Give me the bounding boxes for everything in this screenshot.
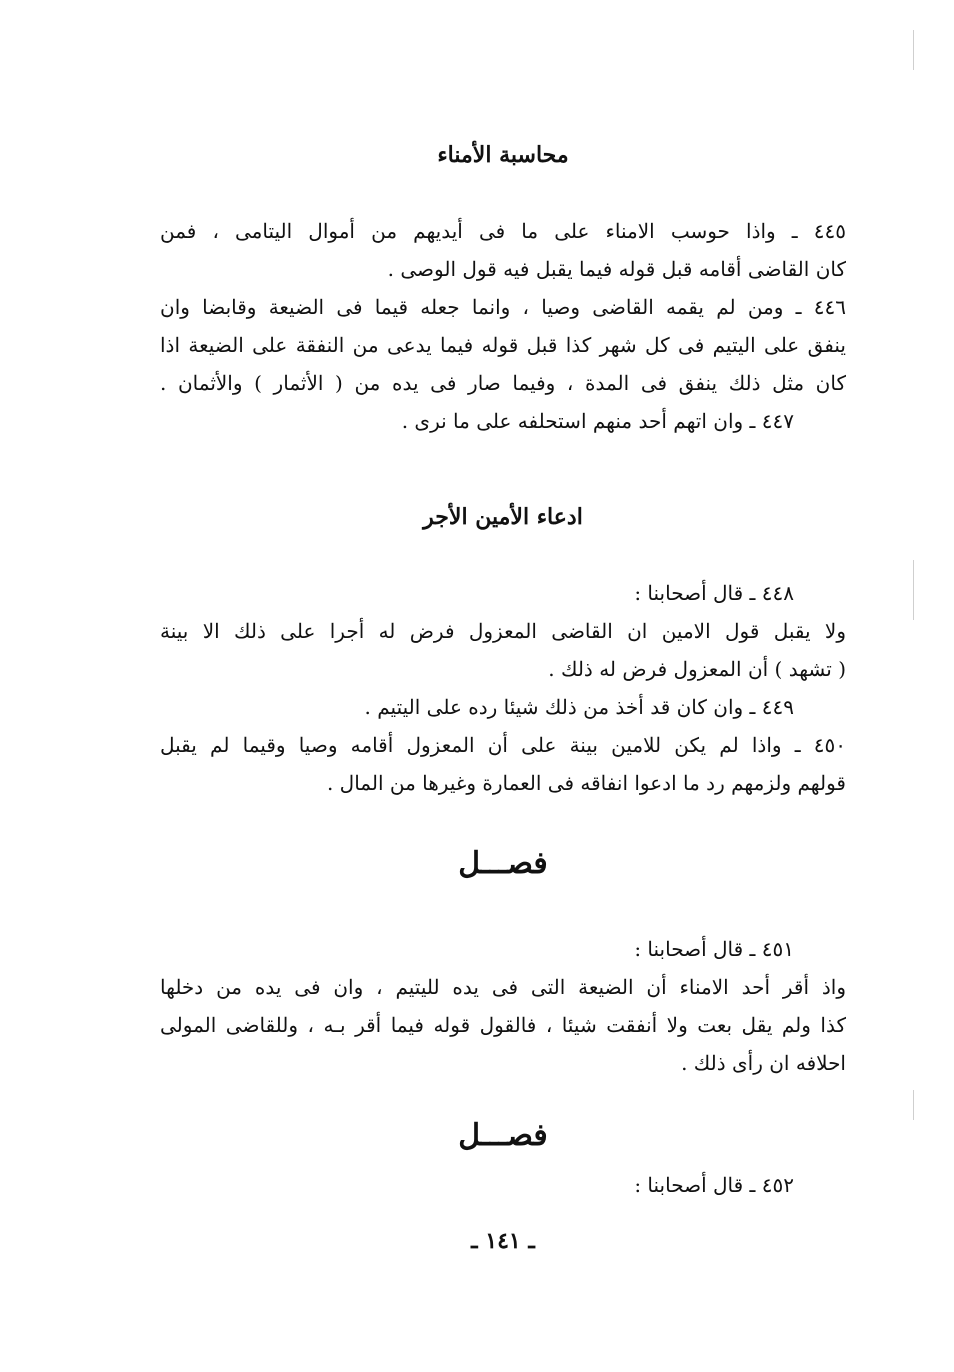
- text-line: كان القاضى أقامه قبل قوله فيما يقبل فيه قول الوصى .: [387, 257, 846, 281]
- text-line: احلافه ان رأى ذلك .: [681, 1051, 846, 1075]
- section-heading-accounting-trustees: محاسبة الأمناء: [437, 142, 569, 168]
- text-line: قولهم ولزمهم رد ما ادعوا انفاقه فى العمارة وغيرها من المال .: [326, 771, 846, 795]
- scan-edge-mark: [913, 30, 914, 70]
- text-line: كان مثل ذلك ينفق فى المدة ، وفيما صار فى يده من ( الأثمار ) والأثمان .: [160, 371, 846, 395]
- text-line: ٤٤٧ ـ وان اتهم أحد منهم استحلفه على ما نرى .: [401, 409, 794, 433]
- text-line: واذ أقر أحد الامناء أن الضيعة التى فى يده لليتيم ، وان فى يده من دخلها: [160, 975, 846, 999]
- text-line: ٤٥١ ـ قال أصحابنا :: [634, 937, 794, 961]
- section-heading-fasl-2: [160, 1118, 846, 1153]
- section-body-fasl-1: [160, 930, 846, 1082]
- section-heading-trustee-wage-claim: ادعاء الأمين الأجر: [423, 504, 583, 530]
- section-body-accounting-trustees: [160, 212, 846, 440]
- scan-edge-mark: [913, 1090, 914, 1120]
- section-body-fasl-2: [160, 1166, 846, 1204]
- text-line: كذا ولم يقل بعت ولا أنفقت شيئا ، فالقول قوله فيما أقر بـه ، وللقاضى المولى: [160, 1013, 846, 1037]
- text-line: ٤٤٨ ـ قال أصحابنا :: [634, 581, 794, 605]
- scan-edge-mark: [913, 560, 914, 620]
- text-line: ٤٤٩ ـ وان كان قد أخذ من ذلك شيئا رده على اليتيم .: [364, 695, 794, 719]
- text-line: ينفق على اليتيم فى كل شهر كذا قبل قوله فيما يدعى من النفقة على الضيعة اذا: [160, 333, 846, 357]
- page-number: ـ ١٤١ ـ: [471, 1228, 535, 1254]
- section-heading-fasl-1: [160, 846, 846, 881]
- text-line: ٤٤٦ ـ ومن لم يقمه القاضى وصيا ، وانما جعله قيما فى الضيعة وقابضا وان: [160, 295, 846, 319]
- text-line: ( تشهد ) أن المعزول فرض له ذلك .: [548, 657, 846, 681]
- text-line: ولا يقبل قول الامين ان القاضى المعزول فرض له أجرا على ذلك الا بينة: [160, 619, 846, 643]
- fasl-label: فصـــل: [458, 1118, 548, 1153]
- text-line: ٤٤٥ ـ واذا حوسب الامناء على ما فى أيديهم من أموال اليتامى ، فمن: [160, 219, 846, 243]
- text-line: ٤٥٠ ـ واذا لم يكن للامين بينة على أن المعزول أقامه وصيا وقيما لم يقبل: [160, 733, 846, 757]
- text-line: ٤٥٢ ـ قال أصحابنا :: [634, 1173, 794, 1197]
- section-body-trustee-wage-claim: [160, 574, 846, 802]
- fasl-label: فصـــل: [458, 846, 548, 881]
